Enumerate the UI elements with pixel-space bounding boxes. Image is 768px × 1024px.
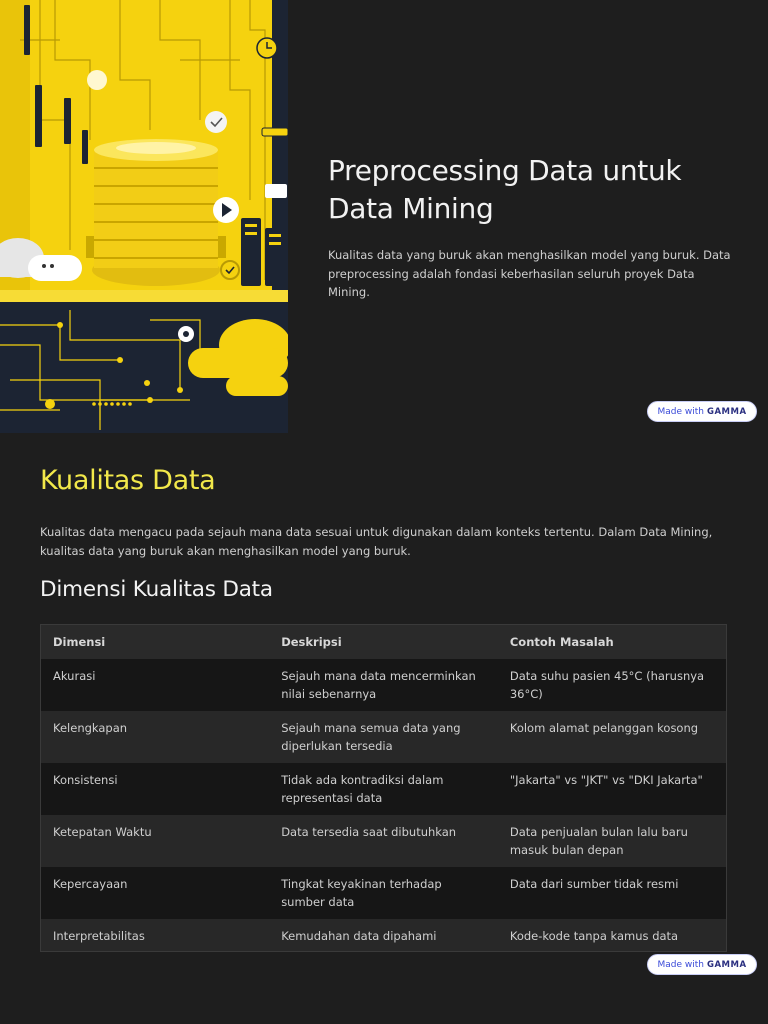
gamma-logo-text: GAMMA	[706, 959, 747, 970]
cell-dimensi: Interpretabilitas	[41, 919, 270, 952]
hero-text-block	[328, 152, 738, 302]
cell-deskripsi: Tingkat keyakinan terhadap sumber data	[269, 867, 498, 919]
table-row	[41, 711, 727, 763]
cell-deskripsi: Tidak ada kontradiksi dalam representasi data	[269, 763, 498, 815]
quality-slide	[0, 433, 768, 1024]
cell-deskripsi: Sejauh mana data mencerminkan nilai sebenarnya	[269, 659, 498, 711]
cell-contoh: Data dari sumber tidak resmi	[498, 867, 727, 919]
gamma-logo-text: GAMMA	[706, 406, 747, 417]
hero-description: Kualitas data yang buruk akan menghasilkan model yang buruk. Data preprocessing adalah fondasi keberhasilan seluruh proyek Data Mining.	[328, 248, 731, 299]
table-row	[41, 815, 727, 867]
cell-dimensi: Konsistensi	[41, 763, 270, 815]
table-row	[41, 867, 727, 919]
table-header-row	[41, 625, 727, 659]
section-description: Kualitas data mengacu pada sejauh mana data sesuai untuk digunakan dalam konteks tertentu. Dalam Data Mining, kualitas data yang buruk akan menghasilkan model yang buruk.	[40, 525, 713, 558]
header-deskripsi: Deskripsi	[269, 625, 498, 659]
section-subtitle: Dimensi Kualitas Data	[40, 577, 273, 602]
cell-contoh: Kode-kode tanpa kamus data	[498, 919, 727, 952]
table-row	[41, 919, 727, 952]
made-with-gamma-badge[interactable]	[647, 401, 757, 422]
cell-contoh: Kolom alamat pelanggan kosong	[498, 711, 727, 763]
cell-contoh: "Jakarta" vs "JKT" vs "DKI Jakarta"	[498, 763, 727, 815]
made-with-gamma-badge[interactable]	[647, 954, 757, 975]
cell-deskripsi: Data tersedia saat dibutuhkan	[269, 815, 498, 867]
database-illustration	[0, 0, 288, 433]
section-title: Kualitas Data	[40, 465, 216, 496]
cell-contoh: Data penjualan bulan lalu baru masuk bulan depan	[498, 815, 727, 867]
cell-dimensi: Akurasi	[41, 659, 270, 711]
quality-dimensions-table	[40, 624, 727, 952]
header-dimensi: Dimensi	[41, 625, 270, 659]
badge-prefix: Made with	[657, 406, 704, 417]
cell-dimensi: Ketepatan Waktu	[41, 815, 270, 867]
header-contoh-masalah: Contoh Masalah	[498, 625, 727, 659]
hero-title: Preprocessing Data untuk Data Mining	[328, 154, 682, 225]
cell-contoh: Data suhu pasien 45°C (harusnya 36°C)	[498, 659, 727, 711]
table-row	[41, 763, 727, 815]
table-row	[41, 659, 727, 711]
cell-deskripsi: Kemudahan data dipahami	[269, 919, 498, 952]
cell-dimensi: Kelengkapan	[41, 711, 270, 763]
cell-deskripsi: Sejauh mana semua data yang diperlukan tersedia	[269, 711, 498, 763]
badge-prefix: Made with	[657, 959, 704, 970]
hero-slide	[0, 0, 768, 433]
cell-dimensi: Kepercayaan	[41, 867, 270, 919]
